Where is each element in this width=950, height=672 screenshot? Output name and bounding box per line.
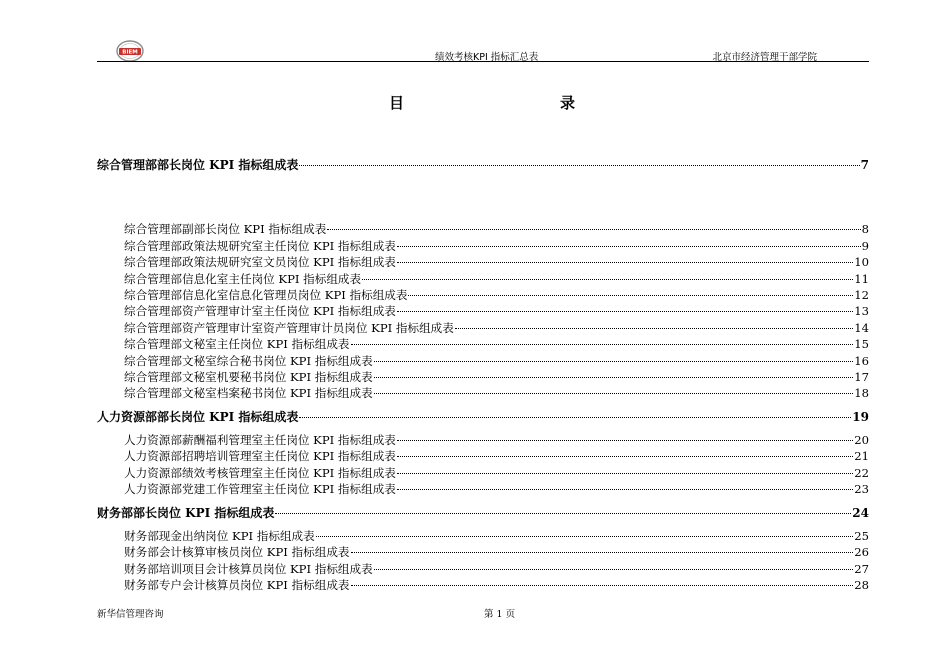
- toc-entry-page: 26: [854, 545, 869, 559]
- header-title: 绩效考核KPI 指标汇总表: [435, 52, 539, 63]
- toc-entry[interactable]: [124, 287, 869, 303]
- toc-dot-leader: [351, 552, 854, 553]
- toc-entry-label: 综合管理部文秘室综合秘书岗位 KPI 指标组成表: [124, 354, 373, 368]
- toc-entry-page: 7: [860, 158, 869, 172]
- toc-entry-label: 综合管理部文秘室档案秘书岗位 KPI 指标组成表: [124, 386, 373, 400]
- toc-entry[interactable]: [124, 303, 869, 319]
- toc-entry-page: 24: [852, 506, 869, 520]
- toc-entry-label: 人力资源部绩效考核管理室主任岗位 KPI 指标组成表: [124, 466, 396, 480]
- toc-entry-page: 25: [854, 529, 869, 543]
- toc-heading: [0, 92, 950, 112]
- toc-heading-part1: 目: [389, 94, 405, 112]
- toc-dot-leader: [327, 229, 860, 230]
- toc-entry-page: 19: [852, 410, 869, 424]
- toc-entry-page: 15: [854, 337, 869, 351]
- toc-entry-label: 综合管理部政策法规研究室主任岗位 KPI 指标组成表: [124, 239, 396, 253]
- page-header: [97, 36, 869, 62]
- toc-entry[interactable]: [124, 271, 869, 287]
- biem-logo: [115, 40, 145, 62]
- toc-entry-page: 9: [861, 239, 869, 253]
- toc-dot-leader: [374, 393, 854, 394]
- toc-entry[interactable]: [124, 528, 869, 544]
- toc-entry-label: 综合管理部信息化室主任岗位 KPI 指标组成表: [124, 272, 362, 286]
- toc-entry-page: 11: [854, 272, 869, 286]
- toc-dot-leader: [397, 246, 861, 247]
- toc-entry-label: 综合管理部文秘室机要秘书岗位 KPI 指标组成表: [124, 370, 373, 384]
- toc-dot-leader: [275, 513, 851, 514]
- toc-entry[interactable]: [124, 221, 869, 237]
- toc-entry-label: 综合管理部资产管理审计室主任岗位 KPI 指标组成表: [124, 304, 396, 318]
- toc-dot-leader: [351, 585, 854, 586]
- toc-entry-label: 综合管理部部长岗位 KPI 指标组成表: [97, 158, 299, 172]
- toc-entry[interactable]: [124, 353, 869, 369]
- toc-entry[interactable]: [124, 481, 869, 497]
- toc-entry-label: 综合管理部文秘室主任岗位 KPI 指标组成表: [124, 337, 350, 351]
- footer-company: 新华信管理咨询: [97, 609, 164, 620]
- toc-entry-label: 财务部现金出纳岗位 KPI 指标组成表: [124, 529, 315, 543]
- toc-dot-leader: [397, 440, 853, 441]
- toc-dot-leader: [299, 165, 859, 166]
- toc-entry-label: 人力资源部党建工作管理室主任岗位 KPI 指标组成表: [124, 482, 396, 496]
- toc-entry-page: 13: [854, 304, 869, 318]
- toc-entry-label: 人力资源部招聘培训管理室主任岗位 KPI 指标组成表: [124, 449, 396, 463]
- toc-dot-leader: [397, 262, 853, 263]
- toc-entry-page: 27: [854, 562, 869, 576]
- toc-entry-label: 综合管理部政策法规研究室文员岗位 KPI 指标组成表: [124, 255, 396, 269]
- toc-dot-leader: [397, 489, 853, 490]
- toc-entry-label: 综合管理部信息化室信息化管理员岗位 KPI 指标组成表: [124, 288, 408, 302]
- toc-entry-label: 财务部专户会计核算员岗位 KPI 指标组成表: [124, 578, 350, 592]
- toc-entry[interactable]: [97, 505, 869, 521]
- toc-dot-leader: [397, 473, 853, 474]
- header-institution: 北京市经济管理干部学院: [712, 52, 817, 63]
- toc-entry[interactable]: [124, 561, 869, 577]
- toc-entry[interactable]: [97, 409, 869, 425]
- toc-entry-label: 综合管理部副部长岗位 KPI 指标组成表: [124, 222, 327, 236]
- toc-entry[interactable]: [124, 320, 869, 336]
- toc-dot-leader: [408, 295, 853, 296]
- toc-dot-leader: [455, 328, 853, 329]
- toc-dot-leader: [374, 569, 854, 570]
- toc-entry-label: 综合管理部资产管理审计室资产管理审计员岗位 KPI 指标组成表: [124, 321, 454, 335]
- toc-entry-page: 12: [854, 288, 869, 302]
- toc-entry[interactable]: [124, 432, 869, 448]
- biem-logo-icon: [115, 40, 145, 62]
- toc-entry-page: 8: [861, 222, 869, 236]
- toc-heading-part2: 录: [560, 94, 576, 112]
- toc-entry-page: 18: [854, 386, 869, 400]
- toc-entry[interactable]: [124, 544, 869, 560]
- toc-entry[interactable]: [97, 157, 869, 173]
- toc-entry-label: 财务部培训项目会计核算员岗位 KPI 指标组成表: [124, 562, 373, 576]
- toc-entry[interactable]: [124, 238, 869, 254]
- toc-dot-leader: [351, 344, 854, 345]
- toc-entry-page: 20: [854, 433, 869, 447]
- toc-entry[interactable]: [124, 254, 869, 270]
- logo-text: BIEM: [122, 49, 138, 56]
- toc-entry[interactable]: [124, 465, 869, 481]
- toc-entry[interactable]: [124, 385, 869, 401]
- toc-entry-page: 21: [854, 449, 869, 463]
- header-divider: [97, 61, 869, 62]
- toc-entry-page: 16: [854, 354, 869, 368]
- toc-entry[interactable]: [124, 577, 869, 593]
- toc-entry-label: 财务部部长岗位 KPI 指标组成表: [97, 506, 275, 520]
- toc-dot-leader: [397, 456, 853, 457]
- toc-entry-page: 14: [854, 321, 869, 335]
- toc-entry-label: 财务部会计核算审核员岗位 KPI 指标组成表: [124, 545, 350, 559]
- toc-entry-page: 17: [854, 370, 869, 384]
- toc-dot-leader: [362, 279, 853, 280]
- toc-entry-page: 22: [854, 466, 869, 480]
- toc-dot-leader: [374, 361, 854, 362]
- toc-entry-page: 28: [854, 578, 869, 592]
- toc-entry-label: 人力资源部薪酬福利管理室主任岗位 KPI 指标组成表: [124, 433, 396, 447]
- toc-dot-leader: [397, 311, 853, 312]
- toc-entry[interactable]: [124, 369, 869, 385]
- toc-entry[interactable]: [124, 336, 869, 352]
- toc-entry-page: 23: [854, 482, 869, 496]
- toc-entry-label: 人力资源部部长岗位 KPI 指标组成表: [97, 410, 299, 424]
- toc-entry[interactable]: [124, 448, 869, 464]
- toc-entry-page: 10: [854, 255, 869, 269]
- toc-dot-leader: [374, 377, 854, 378]
- toc-dot-leader: [316, 536, 854, 537]
- toc-dot-leader: [299, 417, 851, 418]
- footer-page-number: 第 1 页: [484, 609, 516, 620]
